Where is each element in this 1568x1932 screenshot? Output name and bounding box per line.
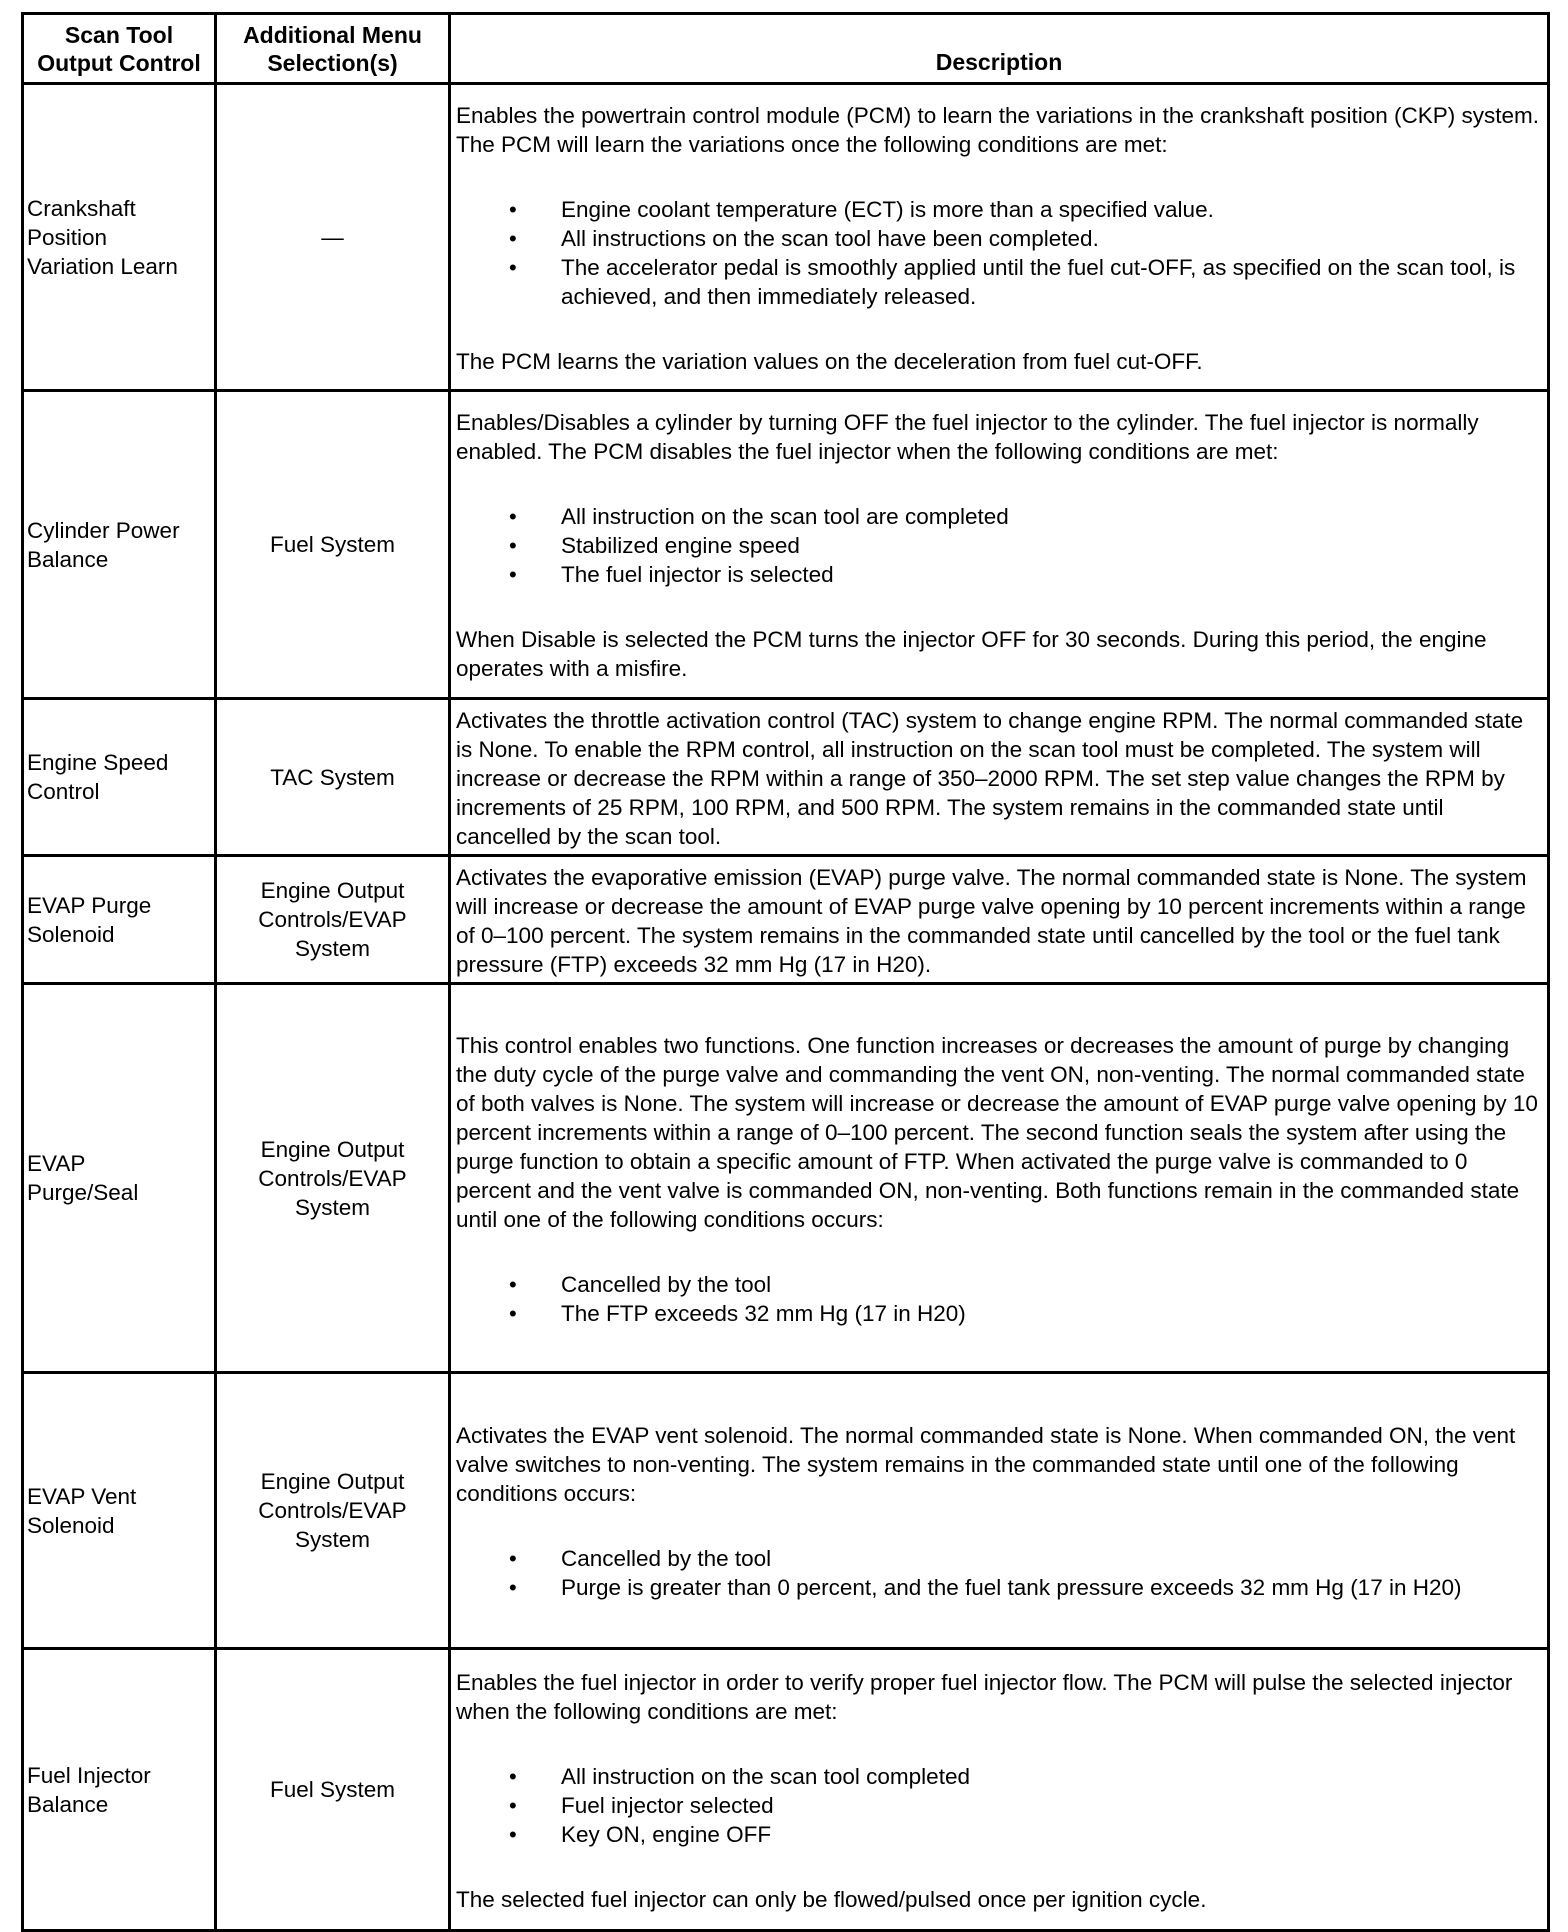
condition-list-item: • The fuel injector is selected [561,560,1541,589]
menu-selection-cell: Fuel System [216,1649,450,1931]
menu-selection-cell: TAC System [216,699,450,856]
menu-selection-cell: Fuel System [216,391,450,699]
header-scan-tool-output-control: Scan Tool Output Control [23,14,216,84]
document [21,12,1547,1932]
menu-selection-cell: Engine Output Controls/EVAP System [216,1373,450,1649]
table-row [23,391,1549,699]
condition-list-item: • Cancelled by the tool [561,1270,1541,1299]
condition-list [456,1762,1541,1849]
description-note: When Disable is selected the PCM turns the injector OFF for 30 seconds. During this period, the engine operates with a misfire. [456,627,1487,681]
header-description: Description [450,14,1549,84]
description-cell [450,699,1549,856]
condition-list-item: • Cancelled by the tool [561,1544,1541,1573]
condition-list-item: • All instructions on the scan tool have been completed. [561,224,1541,253]
description-intro: Activates the throttle activation control (TAC) system to change engine RPM. The normal commanded state is None. To enable the RPM control, all instruction on the scan tool must be completed. The system will increase or decrease the RPM within a range of 350–2000 RPM. The set step value changes the RPM by increments of 25 RPM, 100 RPM, and 500 RPM. The system remains in the commanded state until cancelled by the scan tool. [456,707,1524,849]
condition-list-item: • All instruction on the scan tool are completed [561,502,1541,531]
description-note: The selected fuel injector can only be flowed/pulsed once per ignition cycle. [456,1886,1207,1912]
output-control-cell: EVAP Purge Solenoid [23,856,216,984]
output-control-cell: EVAP Purge/Seal [23,984,216,1373]
table-row [23,84,1549,391]
output-control-cell: EVAP Vent Solenoid [23,1373,216,1649]
header-additional-menu-selections: Additional Menu Selection(s) [216,14,450,84]
condition-list [456,1270,1541,1328]
header-row [23,14,1549,84]
description-cell [450,1373,1549,1649]
menu-selection-cell: Engine Output Controls/EVAP System [216,856,450,984]
condition-list-item: • Key ON, engine OFF [561,1820,1541,1849]
condition-list-item: • Fuel injector selected [561,1791,1541,1820]
description-cell [450,1649,1549,1931]
condition-list [456,195,1541,311]
description-intro: Activates the EVAP vent solenoid. The normal commanded state is None. When commanded ON, the vent valve switches to non-venting. The system remains in the commanded state until one of the following conditions occurs: [456,1423,1516,1506]
description-note: The PCM learns the variation values on the deceleration from fuel cut-OFF. [456,348,1203,374]
menu-selection-cell: Engine Output Controls/EVAP System [216,984,450,1373]
output-control-cell: Fuel Injector Balance [23,1649,216,1931]
condition-list-item: • All instruction on the scan tool completed [561,1762,1541,1791]
description-intro: Activates the evaporative emission (EVAP) purge valve. The normal commanded state is None. The system will increase or decrease the amount of EVAP purge valve opening by 10 percent increments within a range of 0–100 percent. The system remains in the commanded state until cancelled by the tool or the fuel tank pressure (FTP) exceeds 32 mm Hg (17 in H20). [456,864,1527,977]
description-intro: Enables/Disables a cylinder by turning OFF the fuel injector to the cylinder. The fuel injector is normally enabled. The PCM disables the fuel injector when the following conditions are met: [456,410,1479,464]
description-intro: Enables the powertrain control module (PCM) to learn the variations in the crankshaft position (CKP) system. The PCM will learn the variations once the following conditions are met: [456,102,1539,157]
table-row [23,1373,1549,1649]
table-row [23,1649,1549,1931]
description-cell [450,984,1549,1373]
description-intro: Enables the fuel injector in order to verify proper fuel injector flow. The PCM will pulse the selected injector when the following conditions are met: [456,1669,1513,1724]
condition-list-item: • Stabilized engine speed [561,531,1541,560]
table-row [23,699,1549,856]
condition-list-item: • Engine coolant temperature (ECT) is more than a specified value. [561,195,1541,224]
description-cell [450,84,1549,391]
description-intro: This control enables two functions. One function increases or decreases the amount of purge by changing the duty cycle of the purge valve and commanding the vent ON, non-venting. The normal commanded state of both valves is None. The system will increase or decrease the amount of EVAP purge valve opening by 10 percent increments within a range of 0–100 percent. The second function seals the system after using the purge function to obtain a specific amount of FTP. When activated the purge valve is commanded to 0 percent and the vent valve is commanded ON, non-venting. Both functions remain in the commanded state until one of the following conditions occurs: [456,1032,1538,1232]
condition-list [456,1544,1541,1602]
table-row [23,984,1549,1373]
description-cell [450,391,1549,699]
output-control-cell: Cylinder Power Balance [23,391,216,699]
scan-tool-output-controls-table [21,12,1550,1932]
menu-selection-cell: — [216,84,450,391]
condition-list-item: • Purge is greater than 0 percent, and the fuel tank pressure exceeds 32 mm Hg (17 in H20) [561,1573,1541,1602]
condition-list-item: • The accelerator pedal is smoothly applied until the fuel cut-OFF, as specified on the scan tool, is achieved, and then immediately released. [561,253,1541,311]
output-control-cell: Engine Speed Control [23,699,216,856]
description-cell [450,856,1549,984]
condition-list [456,502,1541,589]
table-row [23,856,1549,984]
output-control-cell: Crankshaft Position Variation Learn [23,84,216,391]
condition-list-item: • The FTP exceeds 32 mm Hg (17 in H20) [561,1299,1541,1328]
